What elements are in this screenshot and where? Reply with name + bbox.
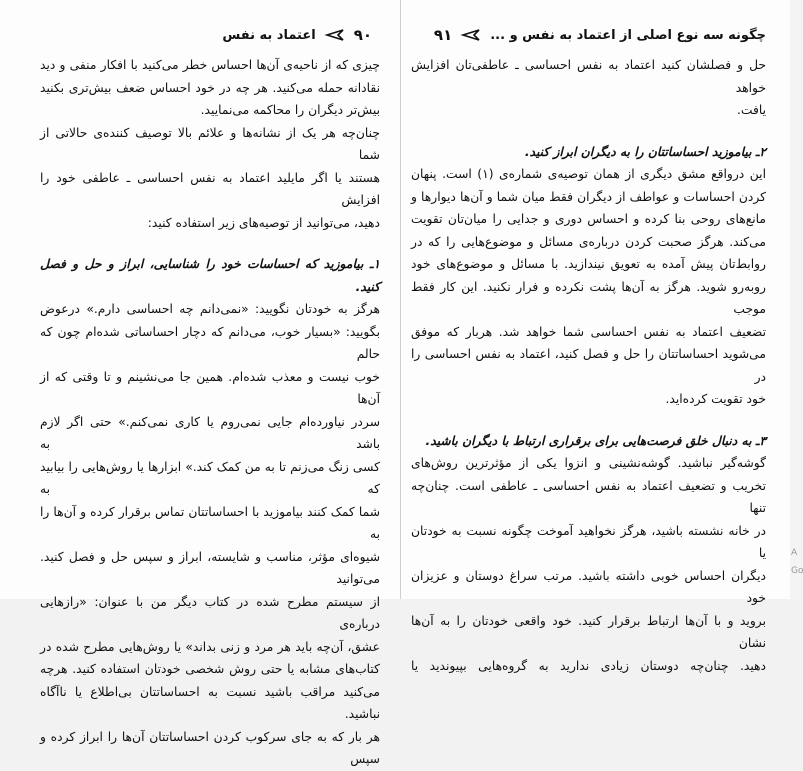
edge-strip bbox=[790, 0, 803, 599]
text-line: چنان‌چه هر یک از نشانه‌ها و علائم بالا توصیف کننده‌ی حالاتی از شما bbox=[40, 125, 380, 162]
text-line: از سیستم مطرح شده در کتاب دیگر من با عنوان: «رازهایی درباره‌ی bbox=[40, 594, 380, 631]
text-line: روابط‌تان پیش آمده به تعویق نیندازید. با مسائل و موضوع‌های خود bbox=[411, 257, 766, 271]
text-line: دیگران احساس خوبی داشته باشید. مرتب سراغ دوستان و عزیزان خود bbox=[411, 568, 766, 605]
page-arrow-icon bbox=[326, 29, 344, 41]
text-line: تضعیف اعتماد به نفس احساسی شما خواهد شد. هربار که موفق bbox=[411, 324, 766, 339]
section-title: ۲ـ بیاموزید احساساتتان را به دیگران ابراز کنید. bbox=[524, 144, 766, 159]
right-page-header bbox=[411, 22, 766, 48]
text-line: کردن احساسات و عواطف از دیگران فقط میان شما و آن‌ها دیوارها و bbox=[411, 189, 766, 204]
text-line: تخریب و تضعیف اعتماد به نفس احساسی ـ عاطفی است. چنان‌چه تنها bbox=[411, 478, 766, 515]
text-line: هرگز به خودتان نگویید: «نمی‌دانم چه احساسی دارم.» درعوض bbox=[40, 302, 380, 316]
text-line: این درواقع مشق دیگری از همان توصیه‌ی شماره‌ی (۱) است. پنهان bbox=[411, 167, 766, 181]
section-title: کنید. bbox=[355, 279, 380, 294]
left-page bbox=[0, 0, 400, 766]
text-line: نقادانه حمله می‌کنید. هر چه در خود احساس ضعف بیش‌تری بکنید bbox=[40, 80, 380, 95]
left-body-text bbox=[40, 54, 380, 771]
left-page-header bbox=[40, 22, 380, 48]
right-page bbox=[400, 0, 790, 673]
edge-text: A bbox=[791, 548, 798, 558]
left-running-title: اعتماد به نفس bbox=[222, 27, 316, 43]
right-page-number: ۹۱ bbox=[433, 26, 453, 44]
edge-text: Go bbox=[791, 566, 803, 576]
text-line: هر بار که به جای سرکوب کردن احساساتتان آن‌ها را ابراز کرده و سپس bbox=[40, 729, 380, 766]
page-arrow-icon bbox=[462, 29, 480, 41]
text-line: می‌کنید مراقب باشید نسبت به احساساتتان بی‌اطلاع یا ناآگاه نباشید. bbox=[40, 684, 380, 721]
right-body-text bbox=[411, 54, 766, 677]
text-line: چیزی که از ناحیه‌ی آن‌ها احساس خطر می‌کنید با افکار منفی و دید bbox=[40, 58, 380, 72]
text-line: کسی زنگ می‌زنم تا به من کمک کند.» ابزارها یا روش‌هایی را بیابید که به bbox=[40, 459, 380, 496]
text-line: مانع‌های روحی بنا کرده و احساس دوری و جدایی را میان‌تان تقویت bbox=[411, 212, 766, 226]
text-line: روبه‌رو شوید. هرگز به آن‌ها پشت نکرده و فرار نکنید. این کار فقط موجب bbox=[411, 279, 766, 316]
right-running-title: چگونه سه نوع اصلی از اعتماد به نفس و ... bbox=[490, 27, 766, 43]
text-line: کتاب‌های مشابه یا حتی روش شخصی خودتان استفاده کنید. هرچه bbox=[40, 662, 380, 676]
text-line: گوشه‌گیر نباشید. گوشه‌نشینی و انزوا یکی از مؤثرترین روش‌های bbox=[411, 456, 766, 470]
text-line: خوب نیست و معذب شده‌ام. همین جا می‌نشینم و تا وقتی که از آن‌ها bbox=[40, 369, 380, 406]
text-line: حل و فصلشان کنید اعتماد به نفس احساسی ـ عاطفی‌تان افزایش خواهد bbox=[411, 58, 766, 95]
section-title: ۱ـ بیاموزید که احساسات خود را شناسایی، ابراز و حل و فصل bbox=[40, 257, 380, 271]
text-line: دهید، می‌توانید از توصیه‌های زیر استفاده کنید: bbox=[147, 215, 380, 230]
section-title: ۳ـ به دنبال خلق فرصت‌هایی برای برقراری ارتباط با دیگران باشید. bbox=[425, 433, 766, 448]
text-line: می‌کند. هرگز صحبت کردن درباره‌ی مسائل و موضوع‌هایی را که در bbox=[411, 234, 766, 249]
left-page-number: ۹۰ bbox=[353, 26, 372, 44]
text-line: یافت. bbox=[736, 103, 766, 117]
text-line: عشق، آن‌چه باید هر مرد و زنی بداند» یا روش‌هایی مطرح شده در bbox=[40, 639, 380, 654]
text-line: بیش‌تر دیگران را محاکمه می‌نمایید. bbox=[200, 103, 380, 117]
text-line: دهید. چنان‌چه دوستان زیادی ندارید به گروه‌هایی بپیوندید یا bbox=[411, 658, 766, 673]
text-line: شیوه‌ای مؤثر، مناسب و شایسته، ابراز و سپس حل و فصل کنید. می‌توانید bbox=[40, 549, 380, 586]
text-line: می‌شوید احساساتتان را حل و فصل کنید، اعتماد به نفس احساسی را در bbox=[411, 347, 766, 384]
text-line: در خانه نشسته باشید، هرگز نخواهید آموخت چگونه نسبت به خودتان یا bbox=[411, 523, 766, 560]
text-line: خود تقویت کرده‌اید. bbox=[665, 392, 766, 406]
text-line: شما کمک کنند بیاموزید با احساساتتان تماس برقرار کرده و آن‌ها را به bbox=[40, 504, 380, 541]
text-line: سردر نیاورده‌ام جایی نمی‌روم یا کاری نمی‌کنم.» حتی اگر لازم باشد به bbox=[40, 414, 380, 451]
text-line: بروید و با آن‌ها ارتباط برقرار کنید. خود واقعی خودتان را به آن‌ها نشان bbox=[411, 613, 766, 650]
text-line: هستند یا اگر مایلید اعتماد به نفس احساسی ـ عاطفی خود را افزایش bbox=[40, 170, 380, 207]
text-line: بگویید: «بسیار خوب، می‌دانم که دچار احساساتی شده‌ام چون که حالم bbox=[40, 324, 380, 361]
